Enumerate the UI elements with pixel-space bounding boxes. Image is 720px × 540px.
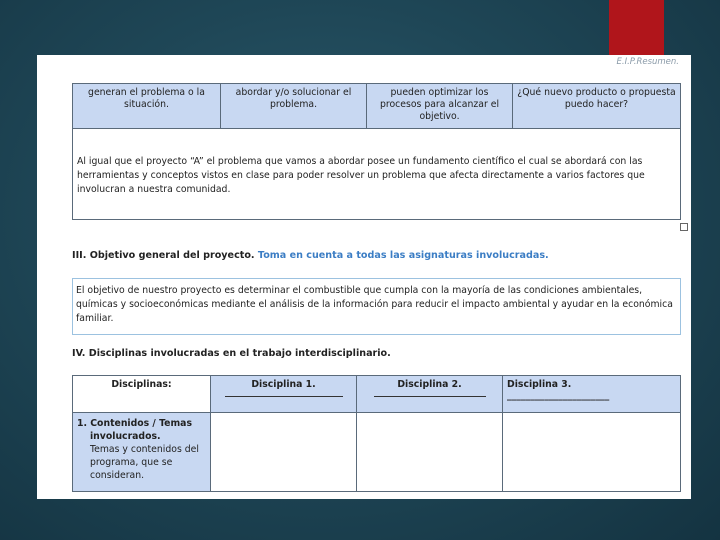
section3-hint: Toma en cuenta a todas las asignaturas involucradas.: [257, 250, 549, 261]
contents-description: Temas y contenidos del programa, que se consideran.: [90, 444, 199, 481]
disciplines-label: Disciplinas:: [73, 376, 211, 413]
discipline-2-label: Disciplina 2.: [397, 379, 462, 390]
contents-cell-3: [503, 413, 681, 492]
problem-table: [72, 83, 681, 220]
section3-heading: [72, 250, 549, 261]
discipline-2-underline: [374, 396, 486, 397]
discipline-1-label: Disciplina 1.: [251, 379, 316, 390]
contents-row-label: [73, 413, 211, 492]
discipline-1-underline: [225, 396, 343, 397]
resize-handle: [680, 223, 688, 231]
table1-header-4: ¿Qué nuevo producto o propuesta puedo hacer?: [513, 84, 681, 129]
discipline-1-header: [211, 376, 357, 413]
table1-header-1: generan el problema o la situación.: [73, 84, 221, 129]
objective-box: El objetivo de nuestro proyecto es determinar el combustible que cumpla con la mayoría de las condiciones ambientales, químicas y socioeconómicas mediante el análisis de la información para reducir el impacto ambiental y ayudar en la económica familiar.: [72, 278, 681, 335]
red-accent-tab: [609, 0, 664, 55]
section4-heading: IV. Disciplinas involucradas en el trabajo interdisciplinario.: [72, 348, 391, 359]
table1-header-2: abordar y/o solucionar el problema.: [221, 84, 367, 129]
contents-cell-2: [357, 413, 503, 492]
contents-title-b: involucrados.: [90, 431, 161, 442]
discipline-3-header: Disciplina 3. ______________________: [503, 376, 681, 413]
table1-body: Al igual que el proyecto “A” el problema que vamos a abordar posee un fundamento científico el cual se abordará con las herramientas y conceptos vistos en clase para poder resolver un problema que afecta directamente a varios factores que involucran a nuestra comunidad.: [73, 129, 681, 220]
brand-watermark: E.I.P.Resumen.: [616, 57, 679, 67]
disciplines-table: [72, 375, 681, 492]
discipline-2-header: [357, 376, 503, 413]
contents-cell-1: [211, 413, 357, 492]
table1-header-3: pueden optimizar los procesos para alcanzar el objetivo.: [367, 84, 513, 129]
section3-title: III. Objetivo general del proyecto.: [72, 250, 255, 261]
document-page: [37, 55, 691, 499]
contents-title-a: 1. Contenidos / Temas: [77, 418, 192, 429]
